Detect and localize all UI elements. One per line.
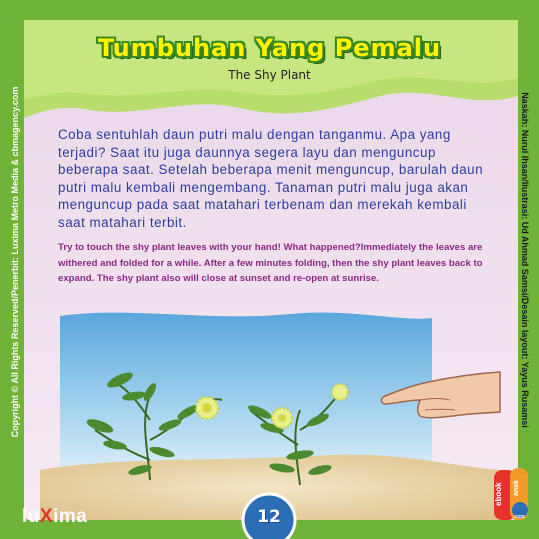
page-title: Tumbuhan Yang Pemalu: [97, 34, 442, 62]
copyright-side-text: Copyright © All Rights Reserved/Penerbit: Luxima Metro Media & cbmagency.com: [10, 86, 20, 438]
ebook-label-2: anak: [513, 480, 520, 496]
ebook-label-3: .com: [513, 514, 525, 520]
page-subtitle: The Shy Plant: [228, 68, 311, 82]
logo-part-1: lu: [22, 506, 40, 527]
publisher-logo: [22, 506, 87, 528]
ebook-anak-logo: [492, 470, 532, 528]
credits-side-text: Naskah: Nurul Ihsan/Ilustrasi: Ud Ahmad Samsi/Desain layout: Yayus Rusamsi: [520, 92, 530, 428]
logo-part-2: ima: [53, 506, 88, 527]
story-text-english: Try to touch the shy plant leaves with your hand! What happened?Immediately the leaves are withered and folded for a while. After a few minutes folding, then the shy plant leaves back to expand. The shy plant also will close at sunset and re-open at sunrise.: [58, 242, 483, 284]
logo-part-x: X: [39, 506, 54, 527]
ebook-label-1: ebook: [494, 482, 503, 506]
story-text-indonesian: Coba sentuhlah daun putri malu dengan tanganmu. Apa yang terjadi? Saat itu juga daunnya segera layu dan menguncup beberapa saat. Setelah beberapa menit menguncup, barulah daun putri malu kembali mengembang. Tanaman putri malu juga akan menguncup pada saat matahari terbenam dan merekah kembali saat matahari terbit.: [58, 127, 484, 230]
page-number: [241, 501, 297, 539]
page-number-text: 12: [257, 507, 281, 527]
